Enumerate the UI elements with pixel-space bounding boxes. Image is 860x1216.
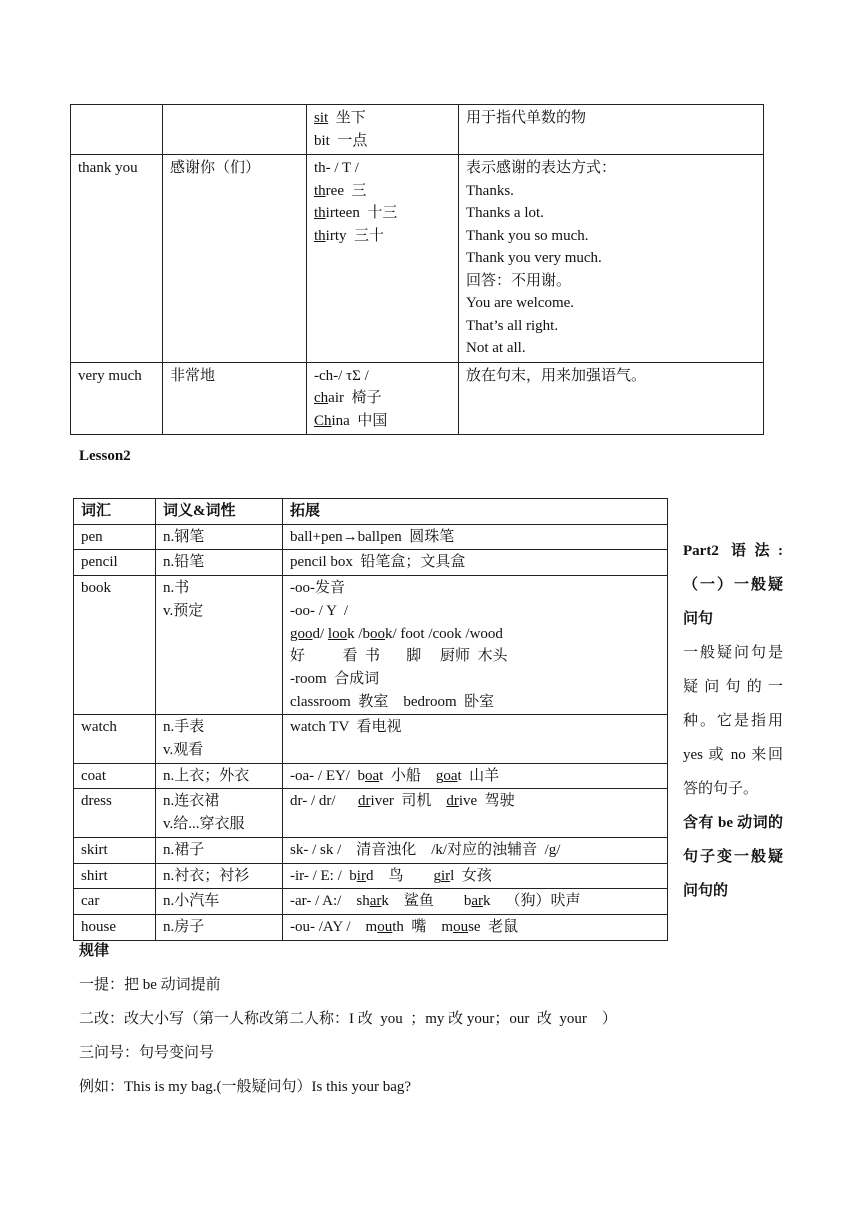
expansion-cell [307, 105, 459, 155]
word-cell [74, 889, 156, 915]
expansion-cell-line: -room 合成词 [290, 670, 380, 687]
expansion-cell [307, 362, 459, 435]
expansion-cell-line: th- / T / [314, 160, 359, 176]
meaning-cell-line: v.观看 [163, 742, 204, 759]
word-cell-line: car [81, 893, 100, 910]
table-row [74, 837, 668, 863]
meaning-cell-line: v.预定 [163, 602, 204, 619]
expansion-cell-line: thirty 三十 [314, 227, 385, 244]
expansion-cell-line: -ch-/ τΣ / [314, 367, 369, 384]
table-header-row [74, 499, 668, 525]
meaning-cell [156, 863, 283, 889]
note-cell-line: Thanks. [466, 182, 514, 199]
header-cell-line: 拓展 [290, 503, 321, 519]
meaning-cell-line: n.连衣裙 [163, 793, 220, 810]
meaning-cell [156, 837, 283, 863]
header-cell-line: 词义&词性 [163, 503, 236, 519]
meaning-cell [163, 362, 307, 435]
expansion-cell-line: good/ look /book/ foot /cook /wood [290, 625, 503, 642]
meaning-cell-line: 非常地 [170, 367, 216, 384]
meaning-cell-line: v.给...穿衣服 [163, 816, 245, 833]
note-cell-line: 回答：不用谢。 [466, 272, 572, 289]
table-row [71, 362, 764, 435]
expansion-cell [283, 889, 668, 915]
meaning-cell-line: n.小汽车 [163, 893, 220, 910]
expansion-cell-line: dr- / dr/ driver 司机 drive 驾驶 [290, 793, 515, 810]
word-cell [71, 362, 163, 435]
word-cell-line: dress [81, 793, 112, 810]
meaning-cell [156, 789, 283, 837]
rule-line: 一提：把 be 动词提前 [79, 977, 221, 993]
expansion-cell-line: -ar- / A:/ shark 鲨鱼 bark （狗）吠声 [290, 893, 581, 910]
expansion-cell [283, 763, 668, 789]
table-row [74, 715, 668, 763]
table-row [71, 155, 764, 363]
table-row [74, 550, 668, 576]
meaning-cell [156, 524, 283, 550]
header-cell [74, 499, 156, 525]
expansion-cell-line: -oo- / Y / [290, 602, 349, 619]
note-cell-line: 放在句末，用来加强语气。 [466, 367, 647, 384]
expansion-cell-line: chair 椅子 [314, 390, 382, 406]
expansion-cell-line: three 三 [314, 182, 367, 199]
word-cell [74, 524, 156, 550]
meaning-cell-line: 感谢你（们） [170, 160, 261, 176]
word-cell-line: skirt [81, 841, 108, 858]
expansion-cell-line: ball+pen→ballpen 圆珠笔 [290, 528, 455, 545]
expansion-cell [283, 524, 668, 550]
table-row [74, 763, 668, 789]
expansion-cell-line: classroom 教室 bedroom 卧室 [290, 693, 495, 710]
word-cell [74, 837, 156, 863]
note-cell [459, 155, 764, 363]
rules-heading: 规律 [79, 943, 110, 959]
word-cell-line: house [81, 918, 116, 935]
header-cell-line: 词汇 [81, 503, 112, 519]
expansion-cell-line: sit 坐下 [314, 110, 366, 126]
note-cell-line: That’s all right. [466, 317, 559, 334]
meaning-cell [163, 155, 307, 363]
word-cell [74, 715, 156, 763]
expansion-cell [283, 576, 668, 715]
expansion-cell-line: watch TV 看电视 [290, 719, 402, 736]
expansion-cell-line: -ir- / E: / bird 鸟 girl 女孩 [290, 867, 492, 884]
header-cell [156, 499, 283, 525]
expansion-cell [283, 789, 668, 837]
word-cell-line: watch [81, 719, 117, 736]
note-cell [459, 362, 764, 435]
meaning-cell-line: n.裙子 [163, 841, 205, 858]
lesson2-vocab-table [73, 498, 668, 941]
expansion-cell-line: thirteen 十三 [314, 205, 398, 221]
word-cell-line: pencil [81, 554, 118, 571]
note-cell-line: Not at all. [466, 340, 526, 356]
word-cell-line: book [81, 580, 111, 597]
meaning-cell-line: n.衬衣；衬衫 [163, 867, 250, 884]
note-cell-line: 表示感谢的表达方式： [466, 160, 617, 176]
note-cell-line: Thanks a lot. [466, 205, 544, 221]
table-row [74, 524, 668, 550]
note-cell-line: Thank you very much. [466, 250, 602, 266]
note-cell-line: Thank you so much. [466, 227, 589, 244]
expansion-cell-line: -ou- /AY / mouth 嘴 mouse 老鼠 [290, 918, 519, 935]
rule-line: 三问号：句号变问号 [79, 1045, 215, 1061]
grammar-rule-intro: 含有 be 动词的句子变一般疑问句的 [683, 815, 783, 899]
meaning-cell [156, 889, 283, 915]
meaning-cell [156, 763, 283, 789]
note-cell-line: You are welcome. [466, 295, 575, 311]
expansion-cell [283, 550, 668, 576]
meaning-cell-line: n.书 [163, 580, 190, 597]
rule-line: 二改：改大小写（第一人称改第二人称：I 改 you ；my 改 your；our 改 your ） [79, 1011, 617, 1027]
word-cell [74, 763, 156, 789]
word-cell [74, 789, 156, 837]
header-cell [283, 499, 668, 525]
expansion-cell [283, 863, 668, 889]
table-row [74, 863, 668, 889]
expansion-cell-line: -oo-发音 [290, 580, 345, 597]
expansion-cell-line: bit 一点 [314, 132, 368, 149]
lesson2-title: Lesson2 [79, 448, 131, 464]
word-cell [74, 550, 156, 576]
word-cell-line: very much [78, 367, 142, 384]
meaning-cell-line: n.上衣；外衣 [163, 767, 250, 784]
meaning-cell [156, 550, 283, 576]
note-cell-line: 用于指代单数的物 [466, 110, 587, 126]
table-row [71, 105, 764, 155]
lesson1-vocab-table-continued [70, 104, 764, 435]
word-cell-line: pen [81, 528, 103, 545]
table-row [74, 576, 668, 715]
word-cell-line: shirt [81, 867, 108, 884]
grammar-heading: Part2 语法:（一）一般疑问句 [683, 543, 783, 627]
expansion-cell [307, 155, 459, 363]
table-row [74, 889, 668, 915]
expansion-cell-line: pencil box 铅笔盒；文具盒 [290, 554, 466, 571]
expansion-cell-line: China 中国 [314, 412, 388, 429]
word-cell-line: coat [81, 767, 106, 784]
table-row [74, 789, 668, 837]
meaning-cell-line: n.手表 [163, 719, 205, 736]
expansion-cell [283, 715, 668, 763]
word-cell-line: thank you [78, 160, 138, 176]
word-cell [71, 105, 163, 155]
expansion-cell-line: sk- / sk / 清音浊化 /k/对应的浊辅音 /g/ [290, 841, 561, 858]
word-cell [74, 863, 156, 889]
expansion-cell-line: -oa- / EY/ boat 小船 goat 山羊 [290, 767, 500, 784]
word-cell [74, 576, 156, 715]
meaning-cell-line: n.房子 [163, 918, 205, 935]
meaning-cell-line: n.铅笔 [163, 554, 205, 571]
note-cell [459, 105, 764, 155]
grammar-sidebar [683, 534, 783, 908]
meaning-cell [163, 105, 307, 155]
meaning-cell-line: n.钢笔 [163, 528, 205, 545]
meaning-cell [156, 715, 283, 763]
meaning-cell [156, 576, 283, 715]
rule-example: 例如：This is my bag.(一般疑问句）Is this your bag? [79, 1079, 412, 1095]
expansion-cell [283, 837, 668, 863]
grammar-rules [79, 934, 617, 1104]
expansion-cell-line: 好 看 书 脚 厨师 木头 [290, 648, 508, 665]
grammar-description: 一般疑问句是疑问句的一种。它是指用 yes 或 no 来回答的句子。 [683, 645, 783, 797]
word-cell [71, 155, 163, 363]
